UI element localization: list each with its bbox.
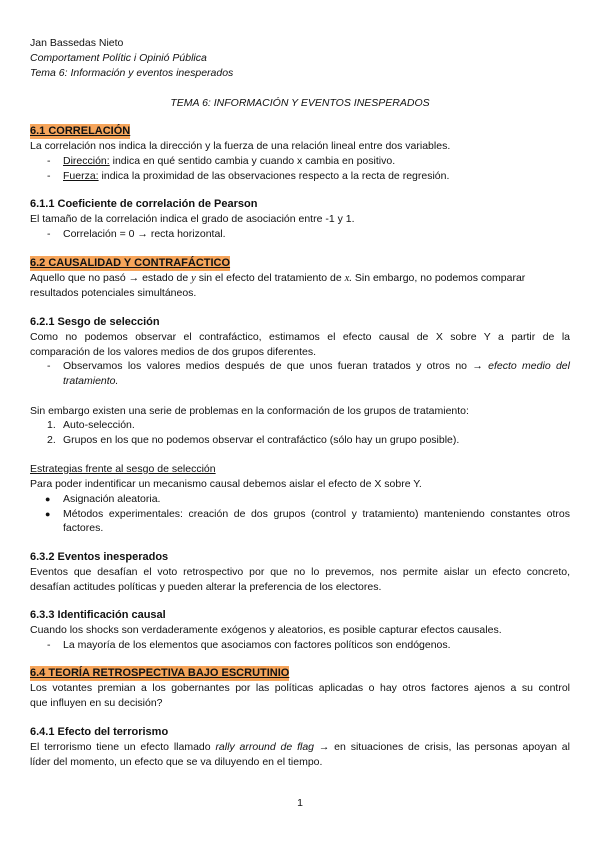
term-direccion: Dirección:	[63, 155, 110, 167]
list-number: 2.	[47, 434, 56, 446]
section-6-1-1-text: El tamaño de la correlación indica el grado de asociación entre -1 y 1.	[30, 213, 355, 225]
section-6-4-l2: que influyen en su decisión?	[30, 697, 163, 709]
section-6-1-intro: La correlación nos indica la dirección y la fuerza de una relación lineal entre dos variables.	[30, 140, 451, 152]
dash-marker: -	[47, 170, 51, 182]
section-6-3-2-l1: Eventos que desafían el voto retrospectivo por que no lo prevemos, nos permite aislar un efecto concreto,	[30, 566, 570, 578]
section-6-3-2-l2: desafían actitudes políticas y pueden alterar la preferencia de los electores.	[30, 581, 382, 593]
section-6-1-heading: 6.1 CORRELACIÓN	[30, 125, 131, 137]
s62-line1-c: Sin embargo, no podemos comparar	[351, 272, 526, 284]
problem-item-1: Auto-selección.	[63, 419, 135, 431]
s62-line1-a: Aquello que no pasó → estado de	[30, 272, 192, 284]
strategy-item-2-cont: factores.	[63, 522, 104, 534]
observamos-text: Observamos los valores medios después de que unos fueran tratados y otros no →	[63, 360, 489, 372]
term-fuerza-text: indica la proximidad de las observaciones respecto a la recta de regresión.	[98, 170, 450, 182]
page-number: 1	[297, 797, 303, 809]
section-6-3-3-l1: Cuando los shocks son verdaderamente exógenos y aleatorios, es posible capturar efectos causales.	[30, 624, 502, 636]
bullet-icon: ●	[45, 494, 51, 504]
section-6-2-1-heading: 6.2.1 Sesgo de selección	[30, 316, 160, 328]
dash-marker: -	[47, 228, 51, 240]
list-item-observamos	[63, 359, 570, 374]
observamos-italic: efecto medio del	[488, 360, 570, 372]
strategies-intro: Para poder indentificar un mecanismo causal debemos aislar el efecto de X sobre Y.	[30, 478, 422, 490]
s641-l1-b: → en situaciones de crisis, las personas apoyan al	[314, 741, 570, 753]
section-6-4-1-l1	[30, 740, 570, 755]
author-name: Jan Bassedas Nieto	[30, 37, 124, 49]
section-6-2-1-p2: comparación de los valores medios de dos grupos diferentes.	[30, 346, 316, 358]
list-item-correlacion: Correlación = 0 → recta horizontal.	[63, 228, 226, 240]
problem-item-2: Grupos en los que no podemos observar el contrafáctico (sólo hay un grupo posible).	[63, 434, 460, 446]
strategy-item-1: Asignación aleatoria.	[63, 493, 161, 505]
section-6-4-1-heading: 6.4.1 Efecto del terrorismo	[30, 726, 169, 738]
section-6-3-3-heading: 6.3.3 Identificación causal	[30, 609, 166, 621]
dash-marker: -	[47, 155, 51, 167]
section-6-1-1-heading: 6.1.1 Coeficiente de correlación de Pearson	[30, 198, 258, 210]
bullet-icon: ●	[45, 509, 51, 519]
dash-marker: -	[47, 360, 51, 372]
section-6-4-l1: Los votantes premian a los gobernantes por las políticas aplicadas o hay otros factores ajenos a su control	[30, 682, 570, 694]
term-direccion-text: indica en qué sentido cambia y cuando x cambia en positivo.	[109, 155, 396, 167]
list-item-fuerza	[63, 169, 449, 184]
problems-intro: Sin embargo existen una serie de problemas en la conformación de los grupos de tratamiento:	[30, 405, 469, 417]
observamos-italic-cont: tratamiento.	[63, 375, 119, 387]
s62-var-y: y	[191, 273, 196, 284]
s641-l1-italic: rally arround de flag	[215, 741, 314, 753]
s62-var-x: x.	[344, 273, 352, 284]
dash-marker: -	[47, 639, 51, 651]
list-item-direccion	[63, 154, 395, 169]
section-6-4-1-l2: líder del momento, un efecto que se va diluyendo en el tiempo.	[30, 756, 323, 768]
section-6-2-line1	[30, 271, 525, 286]
section-6-2-heading: 6.2 CAUSALIDAD Y CONTRAFÁCTICO	[30, 257, 231, 269]
section-6-4-heading: 6.4 TEORÍA RETROSPECTIVA BAJO ESCRUTINIO	[30, 667, 290, 679]
section-6-3-2-heading: 6.3.2 Eventos inesperados	[30, 551, 169, 563]
list-item-mayoria: La mayoría de los elementos que asociamos con factores políticos son endógenos.	[63, 639, 451, 651]
course-name: Comportament Polític i Opinió Pública	[30, 52, 207, 64]
strategy-item-2: Métodos experimentales: creación de dos grupos (control y tratamiento) manteniendo constantes otros	[63, 508, 570, 520]
section-6-2-1-p1: Como no podemos observar el contrafáctico, estimamos el efecto causal de X sobre Y a partir de la	[30, 331, 570, 343]
strategies-heading: Estrategias frente al sesgo de selección	[30, 463, 216, 475]
term-fuerza: Fuerza:	[63, 170, 99, 182]
topic-name: Tema 6: Información y eventos inesperados	[30, 67, 234, 79]
s641-l1-a: El terrorismo tiene un efecto llamado	[30, 741, 216, 753]
section-6-2-line2: resultados potenciales simultáneos.	[30, 287, 197, 299]
s62-line1-b: sin el efecto del tratamiento de	[195, 272, 345, 284]
page-title: TEMA 6: INFORMACIÓN Y EVENTOS INESPERADOS	[170, 97, 430, 109]
list-number: 1.	[47, 419, 56, 431]
